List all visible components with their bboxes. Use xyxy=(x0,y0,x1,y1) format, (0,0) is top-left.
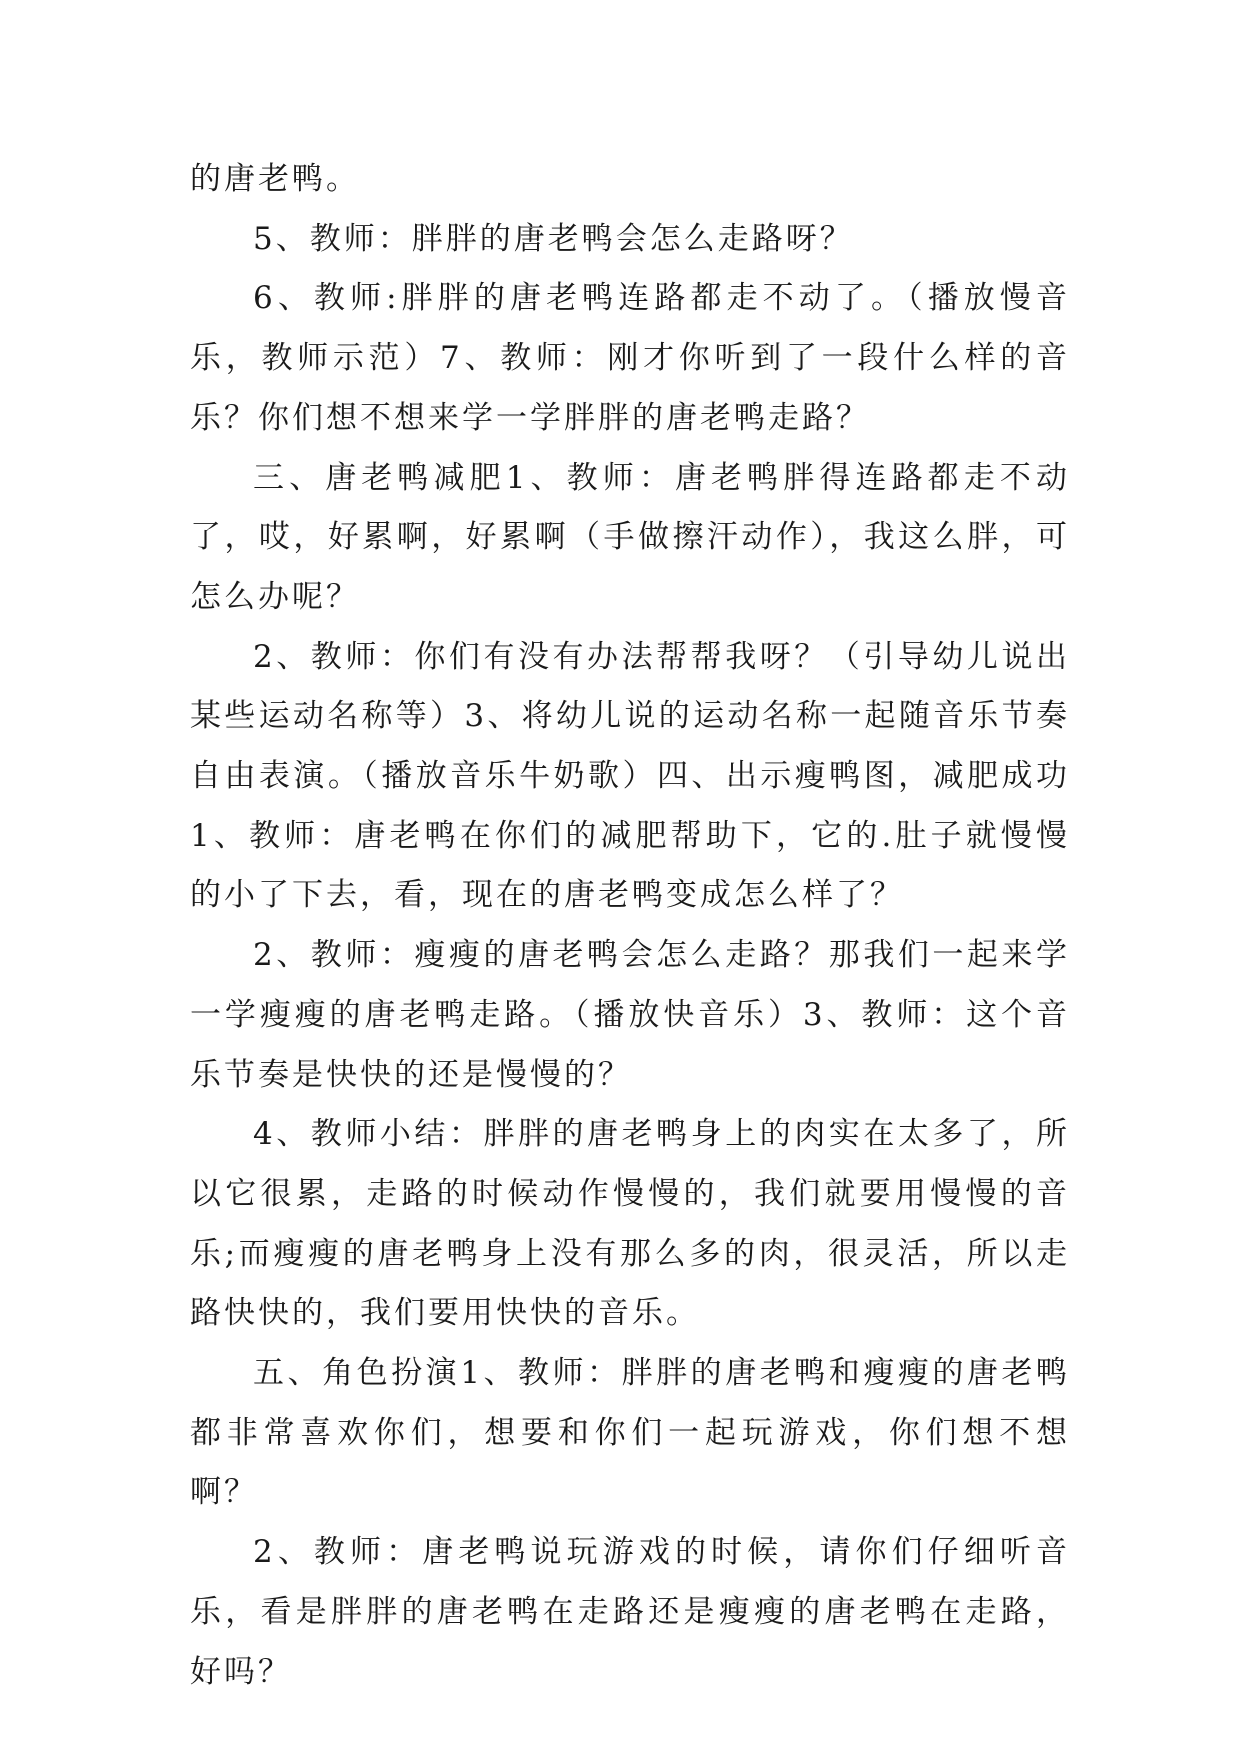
paragraph-1: 的唐老鸭。 xyxy=(190,161,360,197)
paragraph-5: 2、教师：你们有没有办法帮帮我呀？（引导幼儿说出某些运动名称等）3、将幼儿说的运动名称一起随音乐节奏自由表演。（播放音乐牛奶歌）四、出示瘦鸭图，减肥成功1、教师：唐老鸭在你们的减肥帮助下，它的.肚子就慢慢的小了下去，看，现在的唐老鸭变成怎么样了？ xyxy=(190,638,1070,914)
paragraph-6: 2、教师：瘦瘦的唐老鸭会怎么走路？那我们一起来学一学瘦瘦的唐老鸭走路。（播放快音乐）3、教师：这个音乐节奏是快快的还是慢慢的？ xyxy=(190,937,1070,1093)
paragraph-3: 6、教师:胖胖的唐老鸭连路都走不动了。（播放慢音乐，教师示范）7、教师：刚才你听到了一段什么样的音乐？你们想不想来学一学胖胖的唐老鸭走路？ xyxy=(190,280,1070,436)
paragraph-8: 五、角色扮演1、教师：胖胖的唐老鸭和瘦瘦的唐老鸭都非常喜欢你们，想要和你们一起玩游戏，你们想不想啊？ xyxy=(190,1355,1070,1511)
paragraph-2: 5、教师：胖胖的唐老鸭会怎么走路呀？ xyxy=(253,220,854,257)
document-body xyxy=(190,150,1070,1702)
paragraph-4: 三、唐老鸭减肥1、教师：唐老鸭胖得连路都走不动了，哎，好累啊，好累啊（手做擦汗动作），我这么胖，可怎么办呢？ xyxy=(190,459,1070,615)
paragraph-9: 2、教师：唐老鸭说玩游戏的时候，请你们仔细听音乐，看是胖胖的唐老鸭在走路还是瘦瘦的唐老鸭在走路，好吗？ xyxy=(190,1534,1070,1690)
paragraph-7: 4、教师小结：胖胖的唐老鸭身上的肉实在太多了，所以它很累，走路的时候动作慢慢的，我们就要用慢慢的音乐;而瘦瘦的唐老鸭身上没有那么多的肉，很灵活，所以走路快快的，我们要用快快的音乐。 xyxy=(190,1116,1070,1332)
